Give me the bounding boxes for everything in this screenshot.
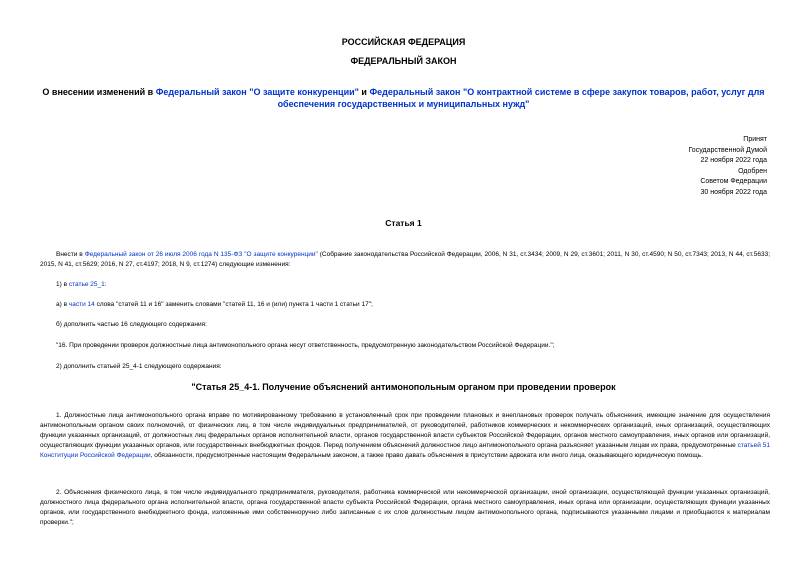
adoption-line: Государственной Думой: [688, 146, 767, 154]
title-middle: и: [358, 87, 370, 97]
adoption-block: [688, 135, 767, 198]
item-a: а) в части 14 слова "статей 11 и 16" заменить словами "статей 11, 16 и (или) пункта 1 части 1 статьи 17";: [56, 301, 373, 308]
item-part-16: "16. При проведении проверок должностные лица антимонопольного органа несут ответственность, предусмотренную законодательством Российской Федерации.";: [56, 342, 555, 349]
article-1-intro: Внести в Федеральный закон от 26 июля 2006 года N 135-ФЗ "О защите конкуренции" (Собрание законодательства Российской Федерации, 2006, N 31, ст.3434; 2009, N 29, ст.3601; 2011, N 30, ст.4590; N 50, ст.7343; 2013, N 44, ст.5633; 2015, N 41, ст.5629; 2016, N 27, ст.4197; 2018, N 9, ст.1274) следующие изменения:: [40, 251, 771, 268]
article-25-4-1-part-2: 2. Объяснения физического лица, в том числе индивидуального предпринимателя, руководителя, работника коммерческой или некоммерческой организации, иной организации, осуществляющей функции указанных организаций, должностного лица федерального органа исполнительной власти, органа государственной власти субъекта Российской Федерации, органа местного самоуправления, иных органа или организации, осуществляющих функции указанных органов, или государственного внебюджетного фонда, изложенные ими собственноручно либо записанные с их слов должностным лицом антимонопольного органа, подписываются указанными лицами и приобщаются к материалам проверки.";: [40, 489, 770, 526]
link-constitution-article-51[interactable]: статьей 51 Конституции Российской Федерации: [40, 442, 770, 459]
link-article-25-1[interactable]: статье 25_1: [68, 281, 105, 288]
link-law-135-fz[interactable]: Федеральный закон от 26 июля 2006 года N 135-ФЗ "О защите конкуренции": [84, 251, 318, 258]
adoption-line: Советом Федерации: [700, 178, 767, 185]
adoption-line: 30 ноября 2022 года: [700, 188, 767, 196]
link-part-14[interactable]: части 14: [68, 301, 95, 308]
law-type-heading: ФЕДЕРАЛЬНЫЙ ЗАКОН: [350, 56, 457, 66]
item-2: 2) дополнить статьей 25_4-1 следующего содержания:: [56, 363, 222, 370]
adoption-line: Одобрен: [738, 167, 767, 175]
article-25-4-1-part-1: 1. Должностные лица антимонопольного органа вправе по мотивированному требованию в установленный срок при проведении плановых и внеплановых проверок получать объяснения, имеющие значение для осуществления антимонопольным органом своих полномочий, от физических лиц, в том числе индивидуальных предпринимателей, от руководителей, работников коммерческих и некоммерческих организаций, иных организаций, осуществляющих функции указанных организаций, от должностных лиц федеральных органов исполнительной власти, органов государственной власти субъектов Российской Федерации, органов местного самоуправления, иных органов или организаций, осуществляющих функции указанных органов, или государственных внебюджетных фондов. Перед получением объяснений должностное лицо антимонопольного органа разъясняет указанным лицам их права, предусмотренные статьей 51 Конституции Российской Федерации, обязанности, предусмотренные настоящим Федеральным законом, а также право давать объяснения в присутствии адвоката или иного лица, оказывающего юридическую помощь.: [40, 412, 770, 459]
article-1-heading: Статья 1: [385, 218, 422, 228]
title-prefix: О внесении изменений в: [42, 87, 156, 97]
item-1: 1) в статье 25_1:: [56, 281, 107, 288]
adoption-line: Принят: [743, 136, 767, 143]
adoption-line: 22 ноября 2022 года: [700, 157, 767, 164]
title-link-procurement-law[interactable]: Федеральный закон "О контрактной системе в сфере закупок товаров, работ, услуг для обеспечения государственных и муниципальных нужд": [277, 87, 765, 109]
title-link-competition-law[interactable]: Федеральный закон "О защите конкуренции": [155, 87, 359, 97]
federation-heading: РОССИЙСКАЯ ФЕДЕРАЦИЯ: [341, 37, 466, 47]
item-b: б) дополнить частью 16 следующего содержания:: [56, 321, 207, 328]
law-title: [30, 86, 777, 110]
article-25-4-1-heading: "Статья 25_4-1. Получение объяснений антимонопольным органом при проведении проверок: [191, 382, 616, 392]
